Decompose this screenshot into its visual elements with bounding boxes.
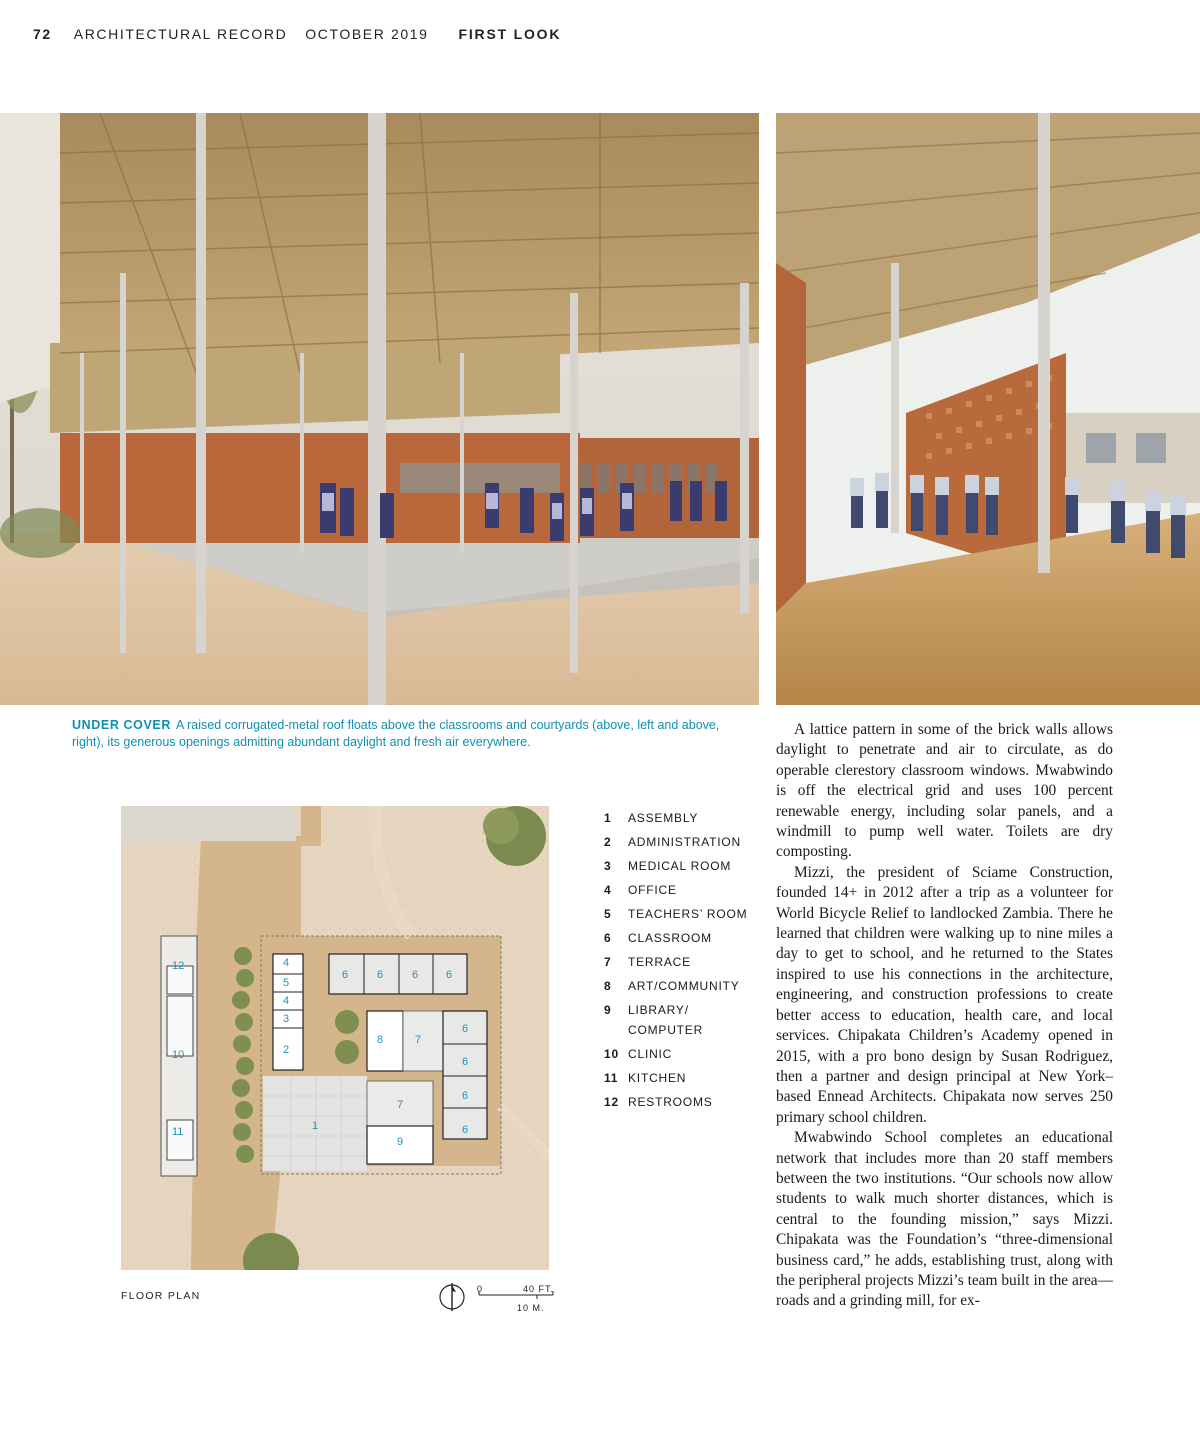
issue-date: OCTOBER 2019 xyxy=(305,26,429,42)
room-number: 10 xyxy=(172,1049,185,1061)
scale-feet: 40 FT. xyxy=(523,1284,555,1294)
photo-caption xyxy=(72,717,742,751)
caption-lead: UNDER COVER xyxy=(72,718,171,732)
article-body xyxy=(776,720,1113,1312)
room-number: 6 xyxy=(446,969,453,981)
legend-number: 11 xyxy=(604,1071,619,1085)
legend-item xyxy=(600,904,760,924)
legend-item xyxy=(600,832,760,852)
legend-label: ADMINISTRATION xyxy=(628,835,741,849)
legend-label: MEDICAL ROOM xyxy=(628,859,732,873)
room-number: 6 xyxy=(412,969,419,981)
legend-number: 6 xyxy=(604,931,612,945)
legend-label: CLASSROOM xyxy=(628,931,712,945)
scale-bar xyxy=(437,1280,567,1316)
legend-item xyxy=(600,1000,760,1040)
legend-item xyxy=(600,808,760,828)
legend-label: LIBRARY/ COMPUTER xyxy=(628,1003,704,1037)
legend-label: CLINIC xyxy=(628,1047,673,1061)
body-paragraph: Mizzi, the president of Sciame Construction, founded 14+ in 2012 after a trip as a volunteer for World Bicycle Relief to landlocked Zambia. There he learned that children were walking up to nine miles a day to get to school, and he returned to the States inspired to use his connections in the architecture, engineering, and construction professions to create better access to education, health care, and local services. Chipakata Children’s Academy opened in 2015, with a pro bono design by Susan Rodriguez, then a partner and design principal at New York–based Ennead Architects. Chipakata now serves 250 primary school children. xyxy=(776,863,1113,1126)
legend-number: 1 xyxy=(604,811,612,825)
room-number: 6 xyxy=(462,1124,469,1136)
legend-item xyxy=(600,856,760,876)
floor-plan xyxy=(121,806,549,1270)
legend-label: ART/COMMUNITY xyxy=(628,979,740,993)
room-number: 12 xyxy=(172,960,185,972)
caption-text: A raised corrugated-metal roof floats above the classrooms and courtyards (above, left and above, right), its generous openings admitting abundant daylight and fresh air everywhere. xyxy=(72,718,720,749)
legend-number: 8 xyxy=(604,979,612,993)
room-number: 6 xyxy=(462,1090,469,1102)
legend-number: 7 xyxy=(604,955,612,969)
legend-item xyxy=(600,952,760,972)
legend-number: 3 xyxy=(604,859,612,873)
legend-number: 9 xyxy=(604,1003,612,1017)
photo-school-pavilion xyxy=(0,113,759,705)
room-number: 5 xyxy=(283,977,290,989)
room-number: 6 xyxy=(342,969,349,981)
legend-label: TERRACE xyxy=(628,955,691,969)
room-number: 1 xyxy=(312,1120,319,1132)
room-number: 4 xyxy=(283,995,290,1007)
body-paragraph: Mwabwindo School completes an educational network that includes more than 20 staff members between the two institutions. “Our schools now allow students to walk much shorter distances, which is central to the founding mission,” says Mizzi. Chipakata was the Foundation’s “three-dimensional business card,” he adds, establishing trust, along with the peripheral projects Mizzi’s team built in the area—roads and a grinding mill, for ex- xyxy=(776,1129,1113,1310)
section-name: FIRST LOOK xyxy=(458,26,562,42)
room-number: 6 xyxy=(462,1056,469,1068)
legend-label: ASSEMBLY xyxy=(628,811,699,825)
legend-label: KITCHEN xyxy=(628,1071,687,1085)
north-arrow-icon xyxy=(440,1283,464,1311)
room-number: 3 xyxy=(283,1013,290,1025)
legend-label: TEACHERS’ ROOM xyxy=(628,907,748,921)
photo-lattice-corridor xyxy=(776,113,1200,705)
room-number: 9 xyxy=(397,1136,404,1148)
room-number: 7 xyxy=(397,1099,404,1111)
room-number: 11 xyxy=(172,1126,184,1138)
legend-item xyxy=(600,1092,760,1112)
room-number: 6 xyxy=(462,1023,469,1035)
legend-item xyxy=(600,976,760,996)
floor-plan-label: FLOOR PLAN xyxy=(121,1290,201,1302)
legend-item xyxy=(600,928,760,948)
legend-item xyxy=(600,1044,760,1064)
scale-meters: 10 M. xyxy=(517,1303,545,1313)
running-header xyxy=(33,26,561,42)
legend-label: OFFICE xyxy=(628,883,677,897)
room-number: 7 xyxy=(415,1034,422,1046)
legend-label: RESTROOMS xyxy=(628,1095,713,1109)
room-number: 6 xyxy=(377,969,384,981)
legend-item xyxy=(600,880,760,900)
legend-number: 10 xyxy=(604,1047,619,1061)
legend-number: 5 xyxy=(604,907,612,921)
legend-number: 4 xyxy=(604,883,612,897)
scale-zero: 0 xyxy=(477,1284,484,1294)
legend-number: 2 xyxy=(604,835,612,849)
room-number: 2 xyxy=(283,1044,290,1056)
room-number: 4 xyxy=(283,957,290,969)
body-paragraph: A lattice pattern in some of the brick walls allows daylight to penetrate and air to circulate, as do operable clerestory classroom windows. Mwabwindo is off the electrical grid and uses 100 percent renewable energy, including solar panels, and a windmill to pump well water. Toilets are dry composting. xyxy=(776,721,1113,861)
magazine-name: ARCHITECTURAL RECORD xyxy=(73,26,288,42)
page-number: 72 xyxy=(33,26,52,42)
legend-item xyxy=(600,1068,760,1088)
room-number: 8 xyxy=(377,1034,384,1046)
floor-plan-legend xyxy=(600,808,760,1116)
legend-number: 12 xyxy=(604,1095,619,1109)
